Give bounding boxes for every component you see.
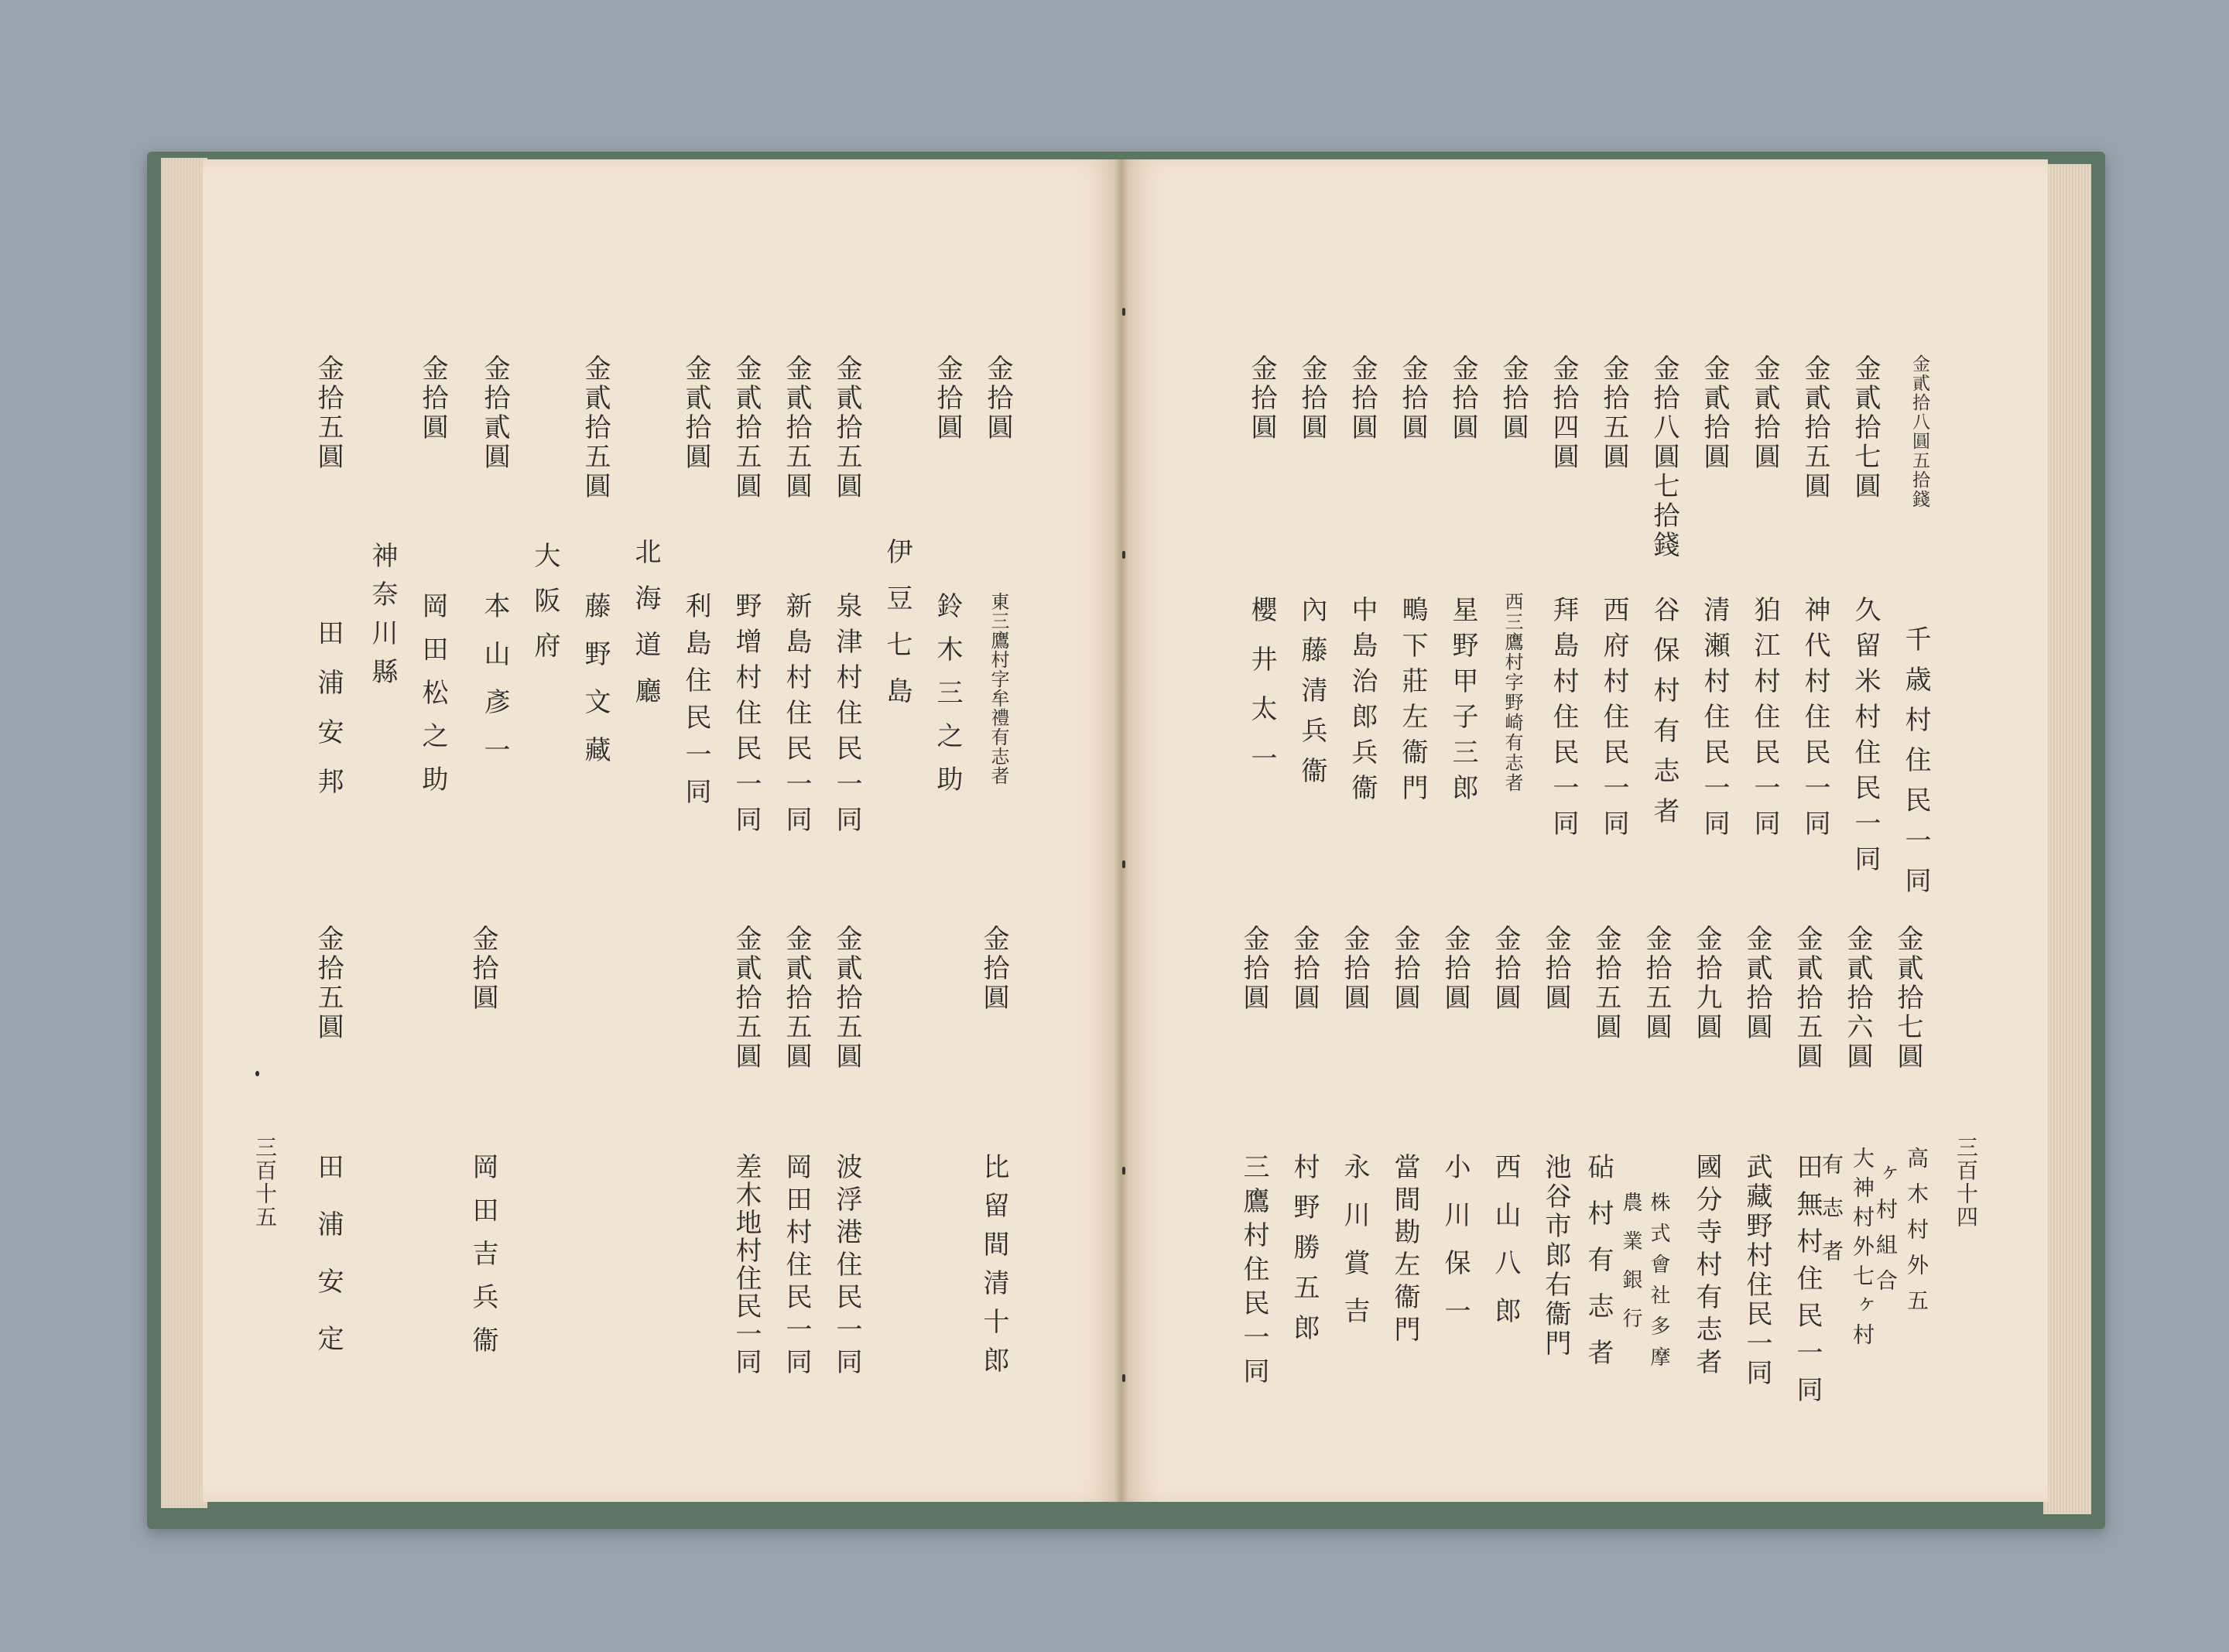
donor-name: 波浮港住民一同 — [831, 1153, 862, 1380]
donation-amount: 金拾九圓 — [1691, 925, 1722, 1042]
donor-name: 農業銀行 — [1619, 1192, 1642, 1346]
donor-name: 櫻井太一 — [1246, 596, 1277, 794]
donor-name: 小川保一 — [1440, 1153, 1471, 1345]
donation-amount: 金拾五圓 — [1641, 925, 1672, 1042]
donation-amount: 金拾圓 — [1498, 354, 1529, 443]
donor-name: 有志者 — [1819, 1153, 1844, 1283]
donation-amount: 金拾圓 — [1540, 925, 1571, 1013]
donor-name: 利島住民一同 — [680, 592, 711, 815]
donor-name: 岡田吉兵衞 — [467, 1153, 498, 1370]
donation-amount: 金拾五圓 — [1598, 354, 1629, 472]
donation-amount: 金拾圓 — [982, 354, 1013, 443]
donation-amount: 金貳拾五圓 — [1799, 354, 1830, 501]
donor-name: 本山彥一 — [479, 592, 510, 784]
donation-amount: 金貳拾五圓 — [1792, 925, 1823, 1072]
donation-amount: 金貳拾圓 — [1741, 925, 1772, 1042]
gutter — [1114, 159, 1128, 1502]
donation-amount: 金拾圓 — [1339, 925, 1370, 1013]
donor-name: 藤野文藏 — [580, 592, 611, 784]
donor-name: ヶ村組合 — [1873, 1162, 1899, 1305]
donation-amount: 金拾四圓 — [1548, 354, 1579, 472]
donor-name: 野增村住民一同 — [731, 592, 762, 841]
donation-amount: 金貳拾五圓 — [781, 354, 812, 501]
donation-amount: 金拾圓 — [1440, 925, 1471, 1013]
donation-amount: 金拾貳圓 — [479, 354, 510, 472]
donation-amount: 金貳拾五圓 — [781, 925, 812, 1072]
donor-name: 西三鷹村字野崎有志者 — [1501, 592, 1523, 793]
binding-stitch — [1122, 551, 1125, 559]
donation-amount: 金貳拾七圓 — [1892, 925, 1923, 1072]
donor-name: 田浦安定 — [313, 1153, 344, 1382]
page-number: 三百十四 — [1953, 1136, 1979, 1229]
donation-amount: 金拾圓 — [1289, 925, 1320, 1013]
donation-amount: 金拾圓 — [1296, 354, 1327, 443]
donor-name: 田無村住民一同 — [1792, 1153, 1823, 1413]
donor-name: 久留米村住民一同 — [1850, 596, 1881, 881]
donation-amount: 金拾圓 — [1397, 354, 1428, 443]
donor-name: 狛江村住民一同 — [1749, 596, 1780, 845]
region-heading: 北海道廳 — [630, 538, 661, 723]
donation-amount: 金拾五圓 — [313, 354, 344, 472]
donor-name: 比留間清十郎 — [978, 1153, 1009, 1385]
donor-name: 當間勘左衞門 — [1389, 1153, 1420, 1348]
donation-amount: 金拾圓 — [1389, 925, 1420, 1013]
donor-name: 田浦安邦 — [313, 619, 344, 817]
region-heading: 伊豆七島 — [882, 538, 912, 723]
region-heading: 神奈川縣 — [367, 542, 398, 696]
donor-name: 內藤清兵衞 — [1296, 596, 1327, 797]
donation-amount: 金拾五圓 — [1590, 925, 1621, 1042]
donation-amount: 金貳拾圓 — [680, 354, 711, 472]
donation-amount: 金貳拾五圓 — [831, 354, 862, 501]
donation-amount: 金拾圓 — [1238, 925, 1269, 1013]
donor-name: 中島治郎兵衞 — [1347, 596, 1378, 809]
donation-amount: 金拾圓 — [978, 925, 1009, 1013]
region-heading: 大阪府 — [529, 542, 560, 676]
donor-name: 大神村外七ヶ村 — [1850, 1147, 1875, 1353]
donation-amount: 金貳拾五圓 — [580, 354, 611, 501]
donation-amount: 金拾圓 — [1246, 354, 1277, 443]
page-number: 三百十五 — [252, 1136, 278, 1229]
donor-name: 新島村住民一同 — [781, 592, 812, 841]
donor-name: 高木村外五 — [1904, 1147, 1929, 1325]
donor-name: 砧村有志者 — [1583, 1153, 1614, 1385]
donation-amount: 金貳拾圓 — [1699, 354, 1730, 472]
donation-amount: 金貳拾八圓五拾錢 — [1909, 354, 1929, 509]
donation-amount: 金拾圓 — [1490, 925, 1521, 1013]
donation-amount: 金拾八圓七拾錢 — [1649, 354, 1679, 560]
donor-name: 鈴木三之助 — [932, 592, 963, 809]
donor-name: 千歳村住民一同 — [1900, 625, 1931, 907]
donation-amount: 金貳拾五圓 — [731, 354, 762, 501]
donation-amount: 金拾圓 — [417, 354, 448, 443]
donation-amount: 金貳拾七圓 — [1850, 354, 1881, 501]
donation-amount: 金貳拾五圓 — [831, 925, 862, 1072]
binding-stitch — [1122, 1167, 1125, 1175]
donor-name: 谷保村有志者 — [1649, 596, 1679, 837]
donation-amount: 金貳拾五圓 — [731, 925, 762, 1072]
donor-name: 村野勝五郎 — [1289, 1153, 1320, 1354]
binding-stitch — [1122, 308, 1125, 316]
donor-name: 武藏野村住民一同 — [1741, 1153, 1772, 1388]
donation-amount: 金貳拾圓 — [1749, 354, 1780, 472]
donor-name: 拜島村住民一同 — [1548, 596, 1579, 845]
donor-name: 岡田松之助 — [417, 592, 448, 809]
donor-name: 株式會社多摩 — [1647, 1192, 1670, 1377]
donor-name: 三鷹村住民一同 — [1238, 1153, 1269, 1391]
donation-amount: 金拾圓 — [467, 925, 498, 1013]
donor-name: 西山八郎 — [1490, 1153, 1521, 1345]
donor-name: 清瀬村住民一同 — [1699, 596, 1730, 845]
donor-name: 永川賞吉 — [1339, 1153, 1370, 1345]
donation-amount: 金拾圓 — [932, 354, 963, 443]
donor-name: 岡田村住民一同 — [781, 1153, 812, 1380]
donor-name: 國分寺村有志者 — [1691, 1153, 1722, 1380]
donor-name: 泉津村住民一同 — [831, 592, 862, 841]
donor-name: 池谷市郎右衞門 — [1540, 1153, 1571, 1359]
donor-name: 差木地村住民一同 — [731, 1153, 762, 1376]
donation-amount: 金貳拾六圓 — [1842, 925, 1873, 1072]
donation-amount: 金拾圓 — [1347, 354, 1378, 443]
donor-name: 鴫下莊左衞門 — [1397, 596, 1428, 809]
page-edges-right — [2043, 164, 2091, 1514]
binding-stitch — [1122, 860, 1125, 868]
binding-stitch — [1122, 1374, 1125, 1382]
donation-amount: 金拾圓 — [1447, 354, 1478, 443]
donation-amount: 金拾五圓 — [313, 925, 344, 1042]
page-edges-left — [161, 158, 207, 1508]
donor-name: 星野甲子三郎 — [1447, 596, 1478, 809]
donor-name: 東三鷹村字牟禮有志者 — [988, 592, 1009, 785]
ink-speck — [255, 1071, 259, 1076]
donor-name: 神代村住民一同 — [1799, 596, 1830, 845]
donor-name: 西府村住民一同 — [1598, 596, 1629, 845]
